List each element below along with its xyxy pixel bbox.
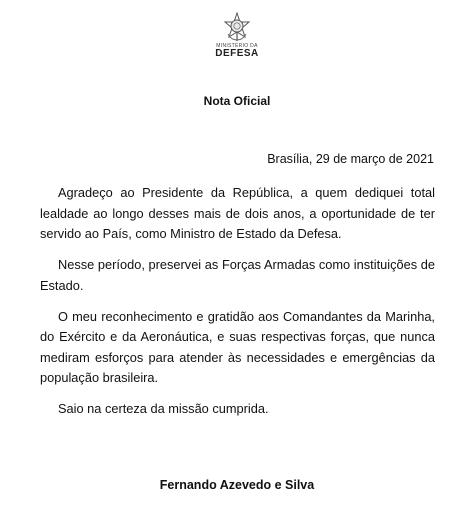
paragraph: Nesse período, preservei as Forças Armadas como instituições de Estado. (40, 257, 435, 293)
paragraph: Saio na certeza da missão cumprida. (58, 401, 269, 416)
paragraph: Agradeço ao Presidente da República, a quem dediquei total lealdade ao longo desses mais de dois anos, a oportunidade de ter servido ao País, como Ministro de Estado da Defesa. (40, 185, 435, 241)
signature: Fernando Azevedo e Silva (159, 478, 315, 492)
document-date: Brasília, 29 de março de 2021 (267, 152, 434, 166)
ministry-name: DEFESA (215, 48, 259, 59)
ministry-logo (212, 12, 262, 59)
document-body (40, 183, 435, 430)
ministry-label: MINISTÉRIO DA (216, 43, 258, 49)
brazil-coat-of-arms-icon (222, 12, 252, 42)
document-title: Nota Oficial (203, 94, 271, 108)
paragraph: O meu reconhecimento e gratidão aos Comandantes da Marinha, do Exército e da Aeronáutica, e suas respectivas forças, que nunca mediram esforços para atender às necessidades e emergências da população brasileira. (40, 308, 435, 385)
